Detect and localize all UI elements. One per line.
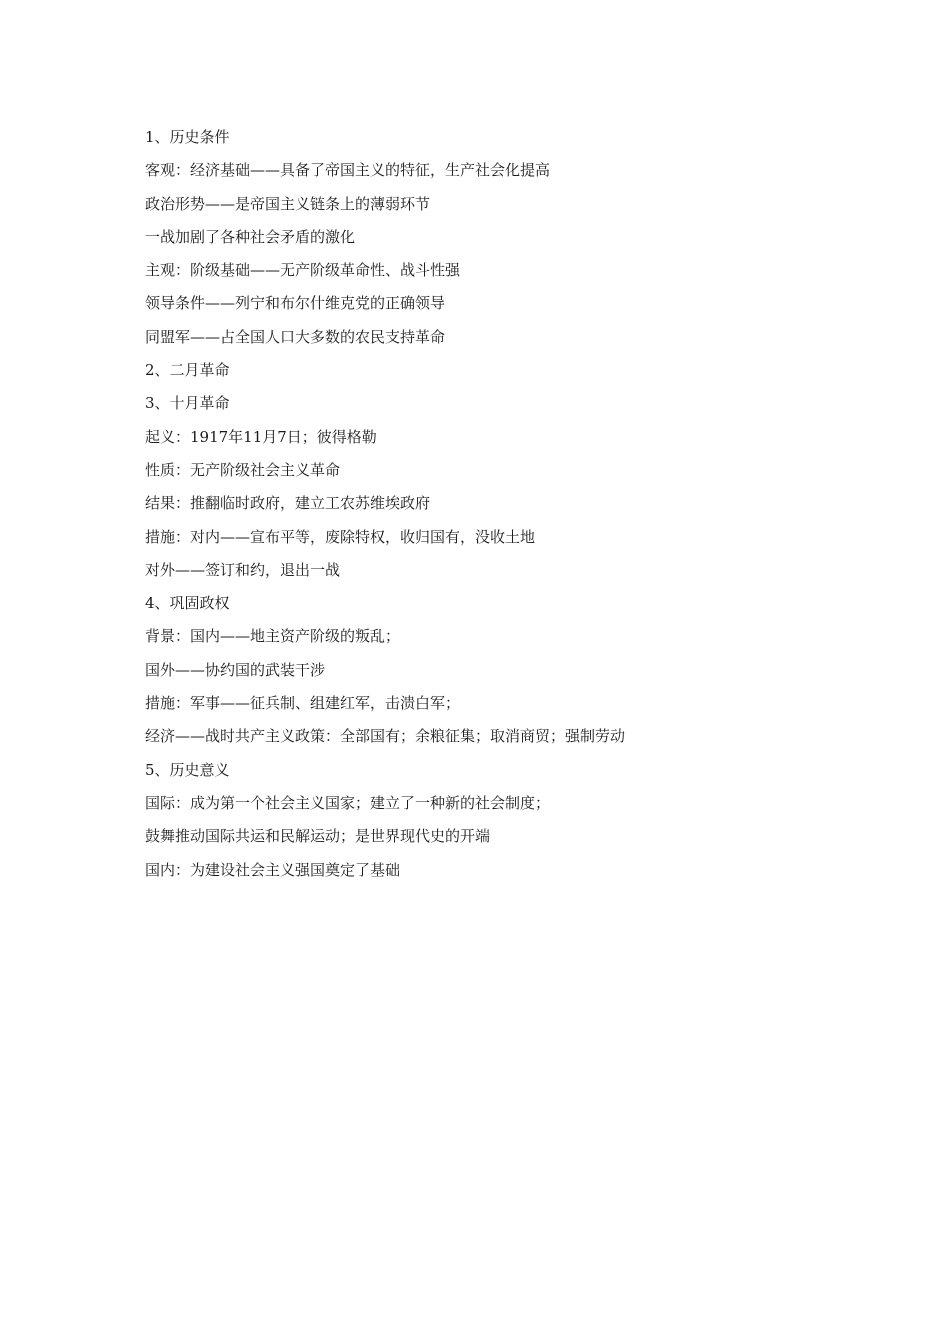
- text-line: 一战加剧了各种社会矛盾的激化: [145, 227, 356, 246]
- text-line: 鼓舞推动国际共运和民解运动；是世界现代史的开端: [145, 827, 491, 846]
- heading-february-revolution: 2、二月革命: [145, 361, 230, 380]
- text-line: 性质：无产阶级社会主义革命: [145, 460, 341, 479]
- heading-historical-conditions: 1、历史条件: [145, 128, 230, 146]
- text-line: 经济——战时共产主义政策：全部国有；余粮征集；取消商贸；强制劳动: [145, 727, 626, 746]
- text-line: 对外——签订和约，退出一战: [145, 560, 341, 579]
- heading-october-revolution: 3、十月革命: [145, 394, 230, 413]
- heading-historical-significance: 5、历史意义: [145, 760, 230, 779]
- text-line: 同盟军——占全国人口大多数的农民支持革命: [145, 327, 446, 346]
- text-line: 主观：阶级基础——无产阶级革命性、战斗性强: [145, 261, 461, 280]
- text-line: 背景：国内——地主资产阶级的叛乱；: [145, 627, 401, 646]
- text-line: 起义：1917年11月7日；彼得格勒: [145, 427, 377, 446]
- text-line: 领导条件——列宁和布尔什维克党的正确领导: [145, 294, 446, 313]
- text-line: 结果：推翻临时政府，建立工农苏维埃政府: [145, 494, 431, 513]
- text-line: 国内：为建设社会主义强国奠定了基础: [145, 860, 401, 879]
- text-line: 国际：成为第一个社会主义国家；建立了一种新的社会制度；: [145, 793, 551, 812]
- text-line: 措施：军事——征兵制、组建红军，击溃白军；: [145, 694, 461, 713]
- heading-consolidate-power: 4、巩固政权: [145, 594, 230, 613]
- text-line: 措施：对内——宣布平等，废除特权，收归国有，没收土地: [145, 527, 536, 546]
- text-line: 客观：经济基础——具备了帝国主义的特征，生产社会化提高: [145, 161, 551, 180]
- text-line: 政治形势——是帝国主义链条上的薄弱环节: [145, 194, 431, 213]
- document-body: [145, 124, 845, 890]
- text-line: 国外——协约国的武装干涉: [145, 660, 326, 679]
